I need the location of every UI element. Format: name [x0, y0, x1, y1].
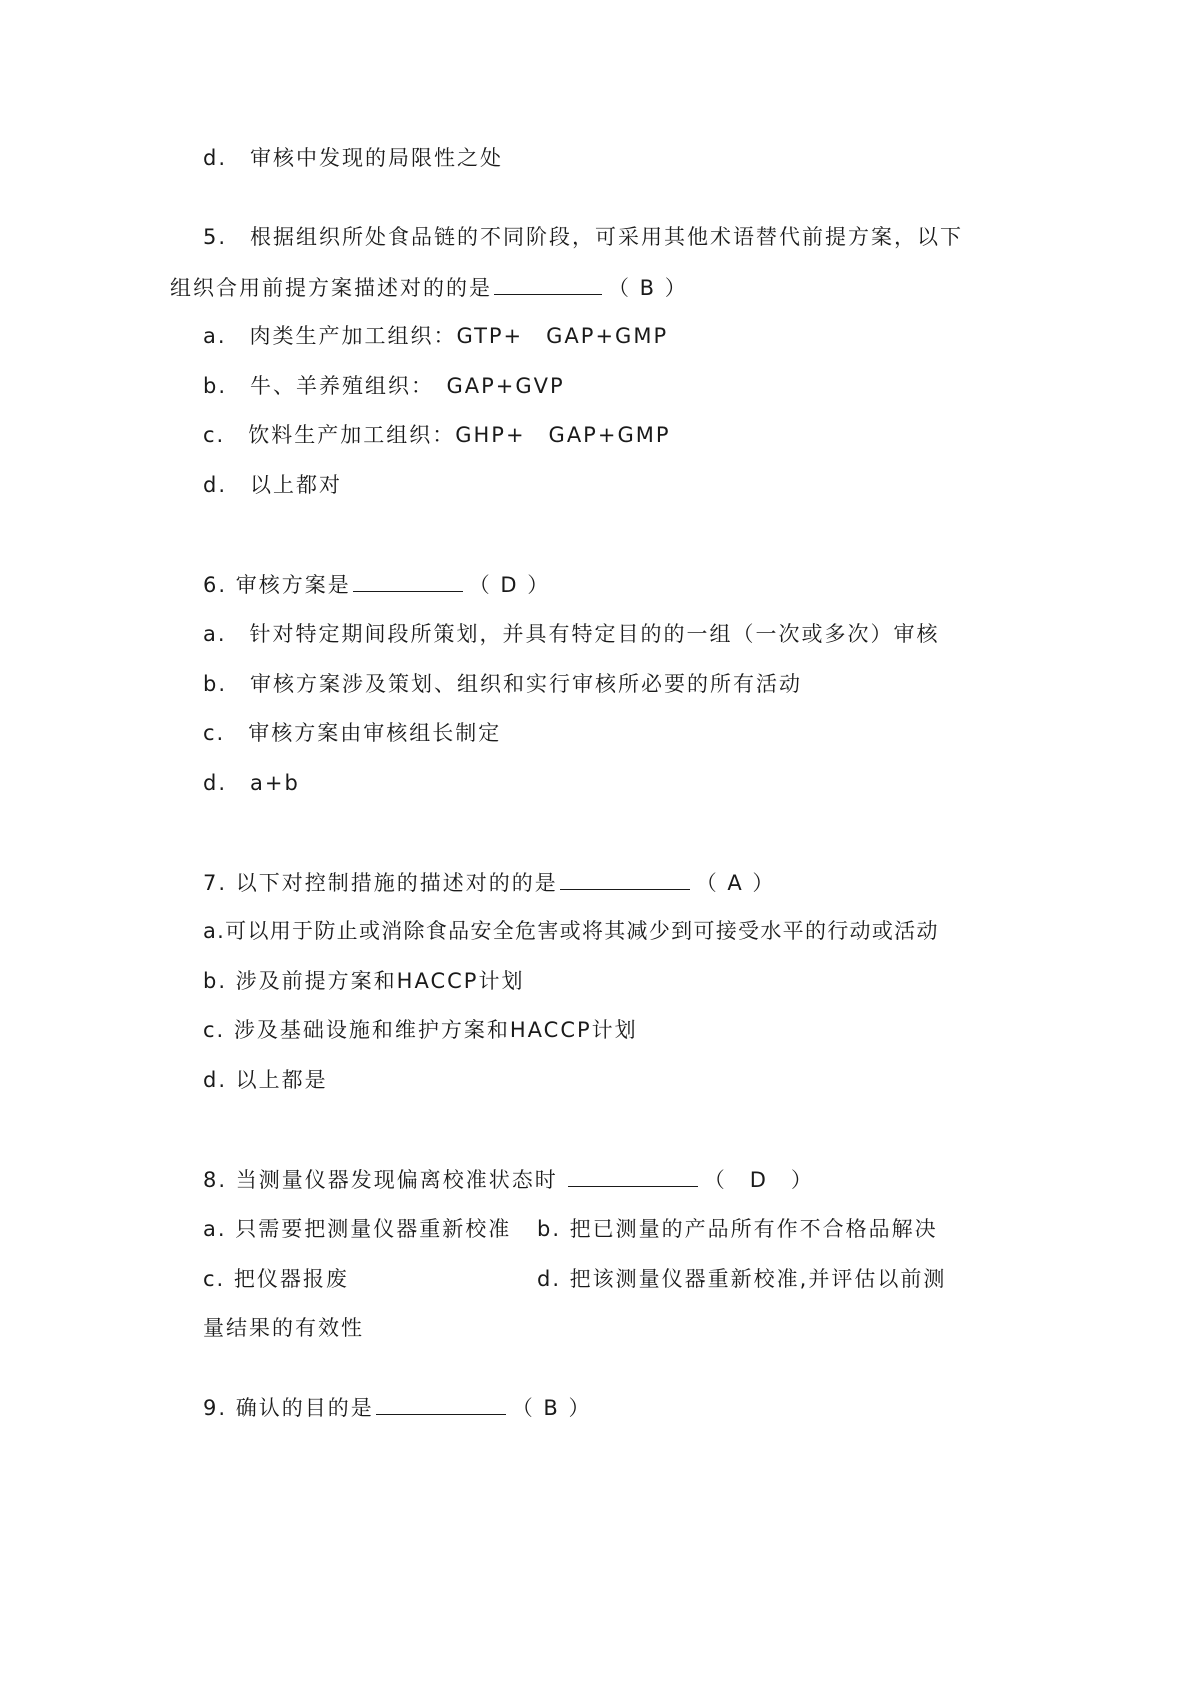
q7-stem — [203, 867, 775, 898]
q5-option-c: c. 饮料生产加工组织：GHP+ GAP+GMP — [203, 423, 671, 447]
q7-option-d: d. 以上都是 — [203, 1068, 328, 1092]
q8-option-c: c. 把仪器报废 — [203, 1267, 349, 1291]
q7-option-a: a.可以用于防止或消除食品安全危害或将其减少到可接受水平的行动或活动 — [203, 919, 939, 943]
q8-answer-blank — [568, 1164, 698, 1187]
q8-option-d: d. 把该测量仪器重新校准,并评估以前测 — [537, 1267, 947, 1291]
q6-stem-text: 6. 审核方案是 — [203, 573, 351, 597]
q6-option-d: d. a+b — [203, 771, 300, 795]
q5-stem-text: 组织合用前提方案描述对的的是 — [170, 276, 492, 300]
q5-stem-line1: 5. 根据组织所处食品链的不同阶段，可采用其他术语替代前提方案，以下 — [203, 225, 964, 249]
q7-option-b: b. 涉及前提方案和HACCP计划 — [203, 969, 525, 993]
q6-option-a: a. 针对特定期间段所策划，并具有特定目的的一组（一次或多次）审核 — [203, 622, 940, 646]
q8-option-a: a. 只需要把测量仪器重新校准 — [203, 1217, 512, 1241]
q7-stem-text: 7. 以下对控制措施的描述对的的是 — [203, 871, 558, 895]
q5-answer-blank — [494, 272, 602, 295]
q9-stem — [203, 1392, 591, 1423]
q8-stem — [203, 1164, 814, 1195]
q5-stem-line2 — [170, 272, 688, 303]
q6-answer: （ D ） — [468, 573, 551, 597]
q8-stem-text: 8. 当测量仪器发现偏离校准状态时 — [203, 1168, 558, 1192]
q6-option-c: c. 审核方案由审核组长制定 — [203, 721, 502, 745]
q5-option-b: b. 牛、羊养殖组织： GAP+GVP — [203, 374, 565, 398]
q8-option-d-continued: 量结果的有效性 — [203, 1316, 364, 1340]
q9-answer: （ B ） — [511, 1396, 592, 1420]
q9-stem-text: 9. 确认的目的是 — [203, 1396, 374, 1420]
q5-option-a: a. 肉类生产加工组织：GTP+ GAP+GMP — [203, 324, 669, 348]
q6-stem — [203, 569, 550, 600]
q4-option-d: d. 审核中发现的局限性之处 — [203, 146, 504, 170]
q6-option-b: b. 审核方案涉及策划、组织和实行审核所必要的所有活动 — [203, 672, 803, 696]
q8-answer: （ D ） — [703, 1168, 814, 1192]
q6-answer-blank — [353, 569, 463, 592]
q5-option-d: d. 以上都对 — [203, 473, 343, 497]
q7-answer: （ A ） — [695, 871, 776, 895]
q8-option-b: b. 把已测量的产品所有作不合格品解决 — [537, 1217, 938, 1241]
q5-answer: （ B ） — [608, 276, 688, 300]
q9-answer-blank — [376, 1392, 506, 1415]
q7-option-c: c. 涉及基础设施和维护方案和HACCP计划 — [203, 1018, 638, 1042]
q7-answer-blank — [560, 867, 690, 890]
